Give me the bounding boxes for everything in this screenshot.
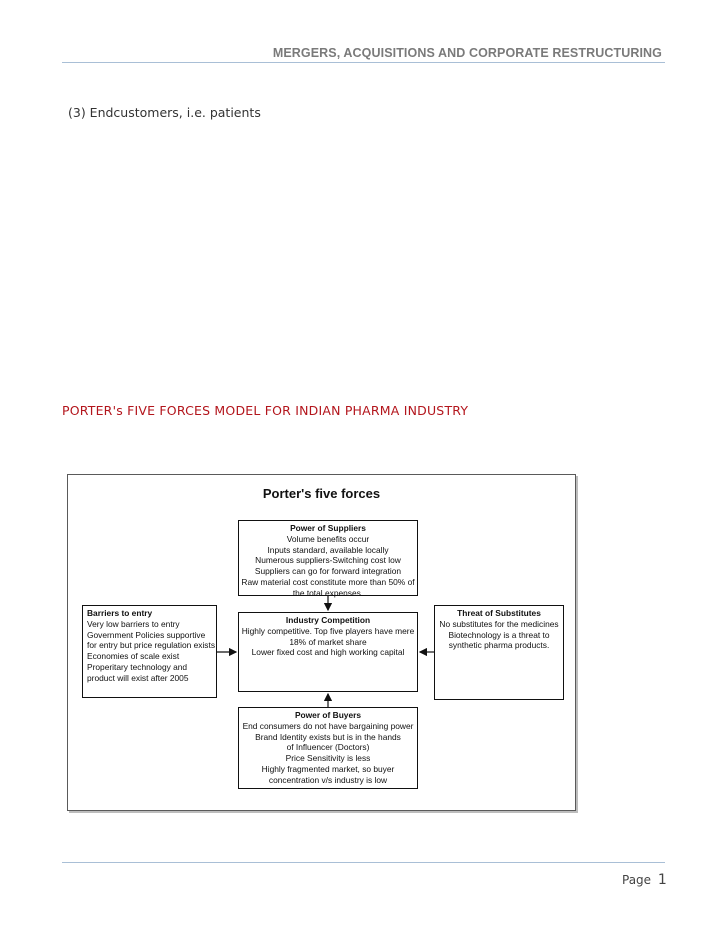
barriers-line: Government Policies supportive: [87, 629, 206, 640]
competition-line: 18% of market share: [289, 636, 367, 647]
competition-line: Lower fixed cost and high working capital: [251, 647, 405, 658]
suppliers-line: Numerous suppliers-Switching cost low: [255, 555, 401, 566]
suppliers-title: Power of Suppliers: [290, 523, 366, 533]
buyers-line: Highly fragmented market, so buyer: [261, 763, 395, 774]
suppliers-line: Inputs standard, available locally: [267, 544, 389, 555]
substitutes-line: Biotechnology is a threat to: [448, 629, 550, 640]
substitutes-title: Threat of Substitutes: [457, 608, 541, 618]
buyers-title: Power of Buyers: [294, 710, 362, 720]
threat-of-substitutes-box: [434, 605, 564, 700]
buyers-line: concentration v/s industry is low: [268, 774, 388, 785]
suppliers-line: Volume benefits occur: [286, 533, 370, 544]
barriers-line: product will exist after 2005: [87, 672, 189, 683]
barriers-line: for entry but price regulation exists: [87, 640, 216, 651]
page-footer: [622, 872, 667, 888]
diagram-title: Porter's five forces: [262, 486, 381, 501]
running-header: MERGERS, ACQUISITIONS AND CORPORATE RESTRUCTURING: [272, 46, 662, 60]
suppliers-line: Raw material cost constitute more than 50% of: [241, 576, 415, 587]
competition-title: Industry Competition: [285, 615, 371, 625]
page-number: 1: [657, 872, 667, 888]
barriers-line: Properitary technology and: [87, 661, 188, 672]
competition-line: Highly competitive. Top five players have mere: [241, 625, 415, 636]
barriers-title: Barriers to entry: [87, 608, 153, 618]
suppliers-line: the total expenses.: [292, 587, 364, 598]
buyers-line: Brand Identity exists but is in the hands: [255, 731, 401, 742]
porter-five-forces-diagram: [67, 474, 576, 811]
body-text-endcustomers: (3) Endcustomers, i.e. patients: [68, 105, 261, 120]
page-label: Page: [622, 873, 652, 887]
power-of-suppliers-box: [238, 520, 418, 596]
barriers-to-entry-box: [82, 605, 217, 698]
buyers-line: Price Sensitivity is less: [285, 753, 371, 764]
substitutes-line: No substitutes for the medicines: [439, 618, 559, 629]
power-of-buyers-box: [238, 707, 418, 789]
buyers-line: End consumers do not have bargaining power: [242, 720, 414, 731]
industry-competition-box: [238, 612, 418, 692]
barriers-line: Economies of scale exist: [87, 651, 180, 662]
suppliers-line: Suppliers can go for forward integration: [254, 566, 402, 577]
footer-divider: [62, 862, 665, 863]
barriers-line: Very low barriers to entry: [87, 618, 180, 629]
substitutes-line: synthetic pharma products.: [448, 640, 550, 651]
header-divider: [62, 62, 665, 63]
section-heading: PORTER's FIVE FORCES MODEL FOR INDIAN PHARMA INDUSTRY: [62, 403, 469, 418]
buyers-line: of Influencer (Doctors): [286, 742, 370, 753]
